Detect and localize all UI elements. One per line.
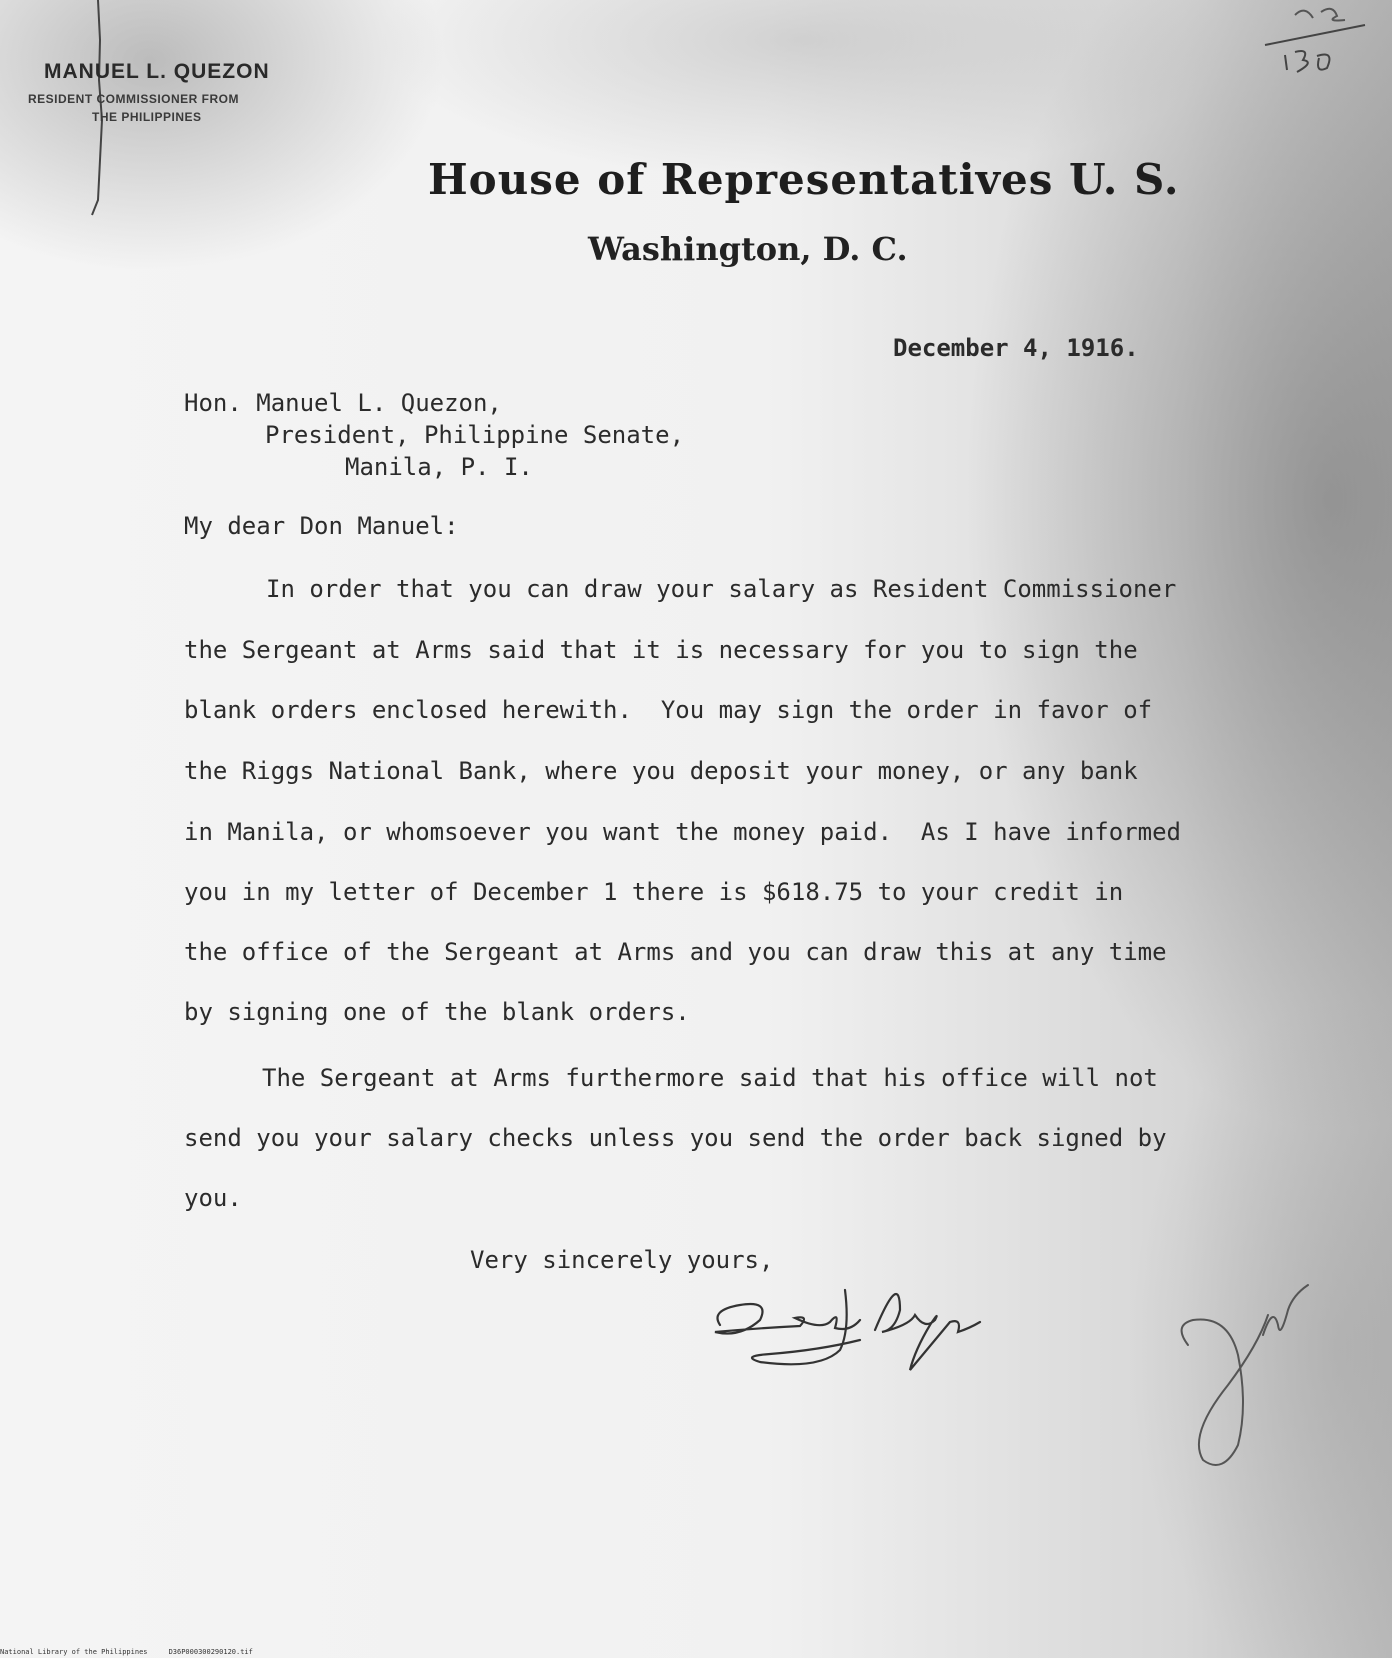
handwritten-signature bbox=[700, 1270, 1000, 1390]
paragraph2-line: The Sergeant at Arms furthermore said that his office will not bbox=[262, 1064, 1158, 1092]
paragraph1-line: the Sergeant at Arms said that it is necessary for you to sign the bbox=[184, 636, 1138, 664]
address-line-1: Hon. Manuel L. Quezon, bbox=[184, 389, 502, 417]
salutation: My dear Don Manuel: bbox=[184, 512, 459, 540]
house-title: House of Representatives U. S. bbox=[428, 155, 1180, 204]
paragraph2-line: send you your salary checks unless you send the order back signed by bbox=[184, 1124, 1167, 1152]
paragraph1-line: the office of the Sergeant at Arms and you can draw this at any time bbox=[184, 938, 1167, 966]
archive-credit: National Library of the Philippines D36P000300290120.tif bbox=[0, 1648, 253, 1656]
paragraph1-line: in Manila, or whomsoever you want the money paid. As I have informed bbox=[184, 818, 1181, 846]
closing: Very sincerely yours, bbox=[470, 1246, 774, 1274]
paragraph1-line: the Riggs National Bank, where you deposit your money, or any bank bbox=[184, 757, 1138, 785]
letterhead-subtitle-line2: THE PHILIPPINES bbox=[92, 110, 202, 124]
paragraph1-line: by signing one of the blank orders. bbox=[184, 998, 690, 1026]
pencil-initials bbox=[1168, 1265, 1328, 1485]
letter-date: December 4, 1916. bbox=[893, 334, 1139, 362]
paragraph1-line: In order that you can draw your salary as Resident Commissioner bbox=[266, 575, 1177, 603]
house-city: Washington, D. C. bbox=[588, 230, 908, 268]
letterhead-name: MANUEL L. QUEZON bbox=[44, 60, 270, 83]
paragraph1-line: blank orders enclosed herewith. You may sign the order in favor of bbox=[184, 696, 1153, 724]
paragraph1-line: you in my letter of December 1 there is $618.75 to your credit in bbox=[184, 878, 1124, 906]
address-line-3: Manila, P. I. bbox=[345, 453, 533, 481]
corner-pencil-annotation bbox=[1255, 0, 1375, 80]
address-line-2: President, Philippine Senate, bbox=[265, 421, 685, 449]
paragraph2-line: you. bbox=[184, 1184, 242, 1212]
letterhead-subtitle-line1: RESIDENT COMMISSIONER FROM bbox=[28, 92, 240, 106]
